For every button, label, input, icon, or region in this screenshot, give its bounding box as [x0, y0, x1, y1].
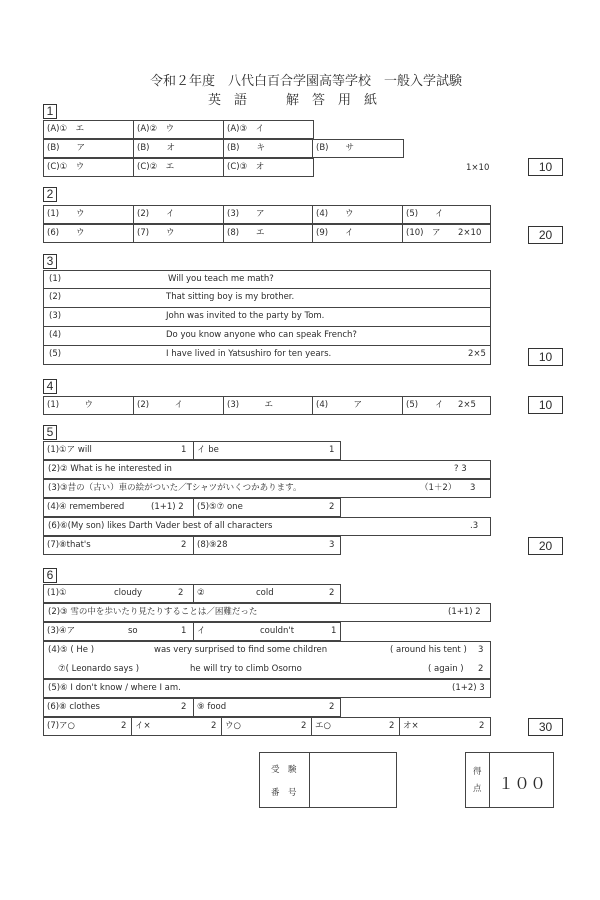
total-score-box — [465, 752, 554, 808]
points: 3 — [478, 645, 484, 655]
answer-cell — [312, 718, 400, 735]
answer-text: ( again ) — [428, 664, 464, 674]
points: 3 — [329, 540, 335, 550]
answer-cell: (A)③ イ — [227, 124, 265, 134]
score-label-line-2: 点 — [473, 784, 482, 794]
answer-text: ⑦( Leonardo says ) — [58, 664, 140, 674]
s6-row-1 — [43, 584, 341, 603]
answer-sentence: That sitting boy is my brother. — [166, 292, 295, 302]
answer-text: (10) ア — [406, 228, 441, 238]
answer-sentence: John was invited to the party by Tom. — [166, 311, 325, 321]
section-2-number: 2 — [43, 187, 57, 202]
answer-cell: (C)③ オ — [227, 162, 265, 172]
points: 2 — [181, 540, 187, 550]
points: 2 — [121, 721, 127, 731]
answer-cell — [44, 442, 194, 459]
s4-multiplier: 2×5 — [458, 400, 476, 410]
answer-cell — [403, 397, 490, 414]
points: 2 — [178, 588, 184, 598]
answer-text: エ○ — [315, 721, 331, 731]
answer-text: イ be — [197, 445, 219, 455]
section-5-number: 5 — [43, 425, 57, 440]
sheet-subtitle: 英 語 解 答 用 紙 — [208, 93, 378, 108]
s3-row — [43, 327, 491, 346]
answer-cell — [403, 225, 490, 242]
points: (1+2) 3 — [452, 683, 485, 693]
points: 1 — [181, 626, 187, 636]
s5-row-3 — [43, 479, 491, 498]
answer-cell — [194, 623, 340, 640]
answer-cell — [132, 718, 222, 735]
points: 2 — [181, 702, 187, 712]
item-number: (3) — [49, 311, 62, 321]
section-4-number: 4 — [43, 379, 57, 394]
s6-row-4 — [44, 642, 490, 661]
answer-text: (7)ア○ — [47, 721, 75, 731]
s1-row-1 — [43, 120, 314, 139]
points: 2 — [211, 721, 217, 731]
s1-row-2 — [43, 139, 404, 158]
answer-cell — [194, 585, 340, 602]
answer-cell: (8) エ — [224, 225, 313, 242]
answer-text: ( around his tent ) — [390, 645, 467, 655]
s3-multiplier: 2×5 — [468, 349, 486, 359]
section-1-number: 1 — [43, 104, 57, 119]
s3-row — [43, 346, 491, 365]
answer-cell — [400, 718, 490, 735]
points: (1+1) 2 — [151, 502, 184, 512]
answer-cell — [44, 499, 194, 516]
answer-cell — [44, 623, 194, 640]
section-3-number: 3 — [43, 254, 57, 269]
answer-cell — [222, 718, 312, 735]
answer-text: cloudy — [114, 588, 143, 598]
answer-text: (5)⑤⑦ one — [197, 502, 243, 512]
answer-text: cold — [256, 588, 274, 598]
answer-text: イ× — [135, 721, 151, 731]
answer-text: (6)⑥(My son) likes Darth Vader best of all characters — [48, 521, 273, 531]
answer-cell: (6) ウ — [44, 225, 134, 242]
s3-score-box: 10 — [528, 348, 563, 366]
answer-text: (5) イ — [406, 400, 444, 410]
points: 2 — [478, 664, 484, 674]
s4-row — [43, 396, 491, 415]
s6-row-8 — [43, 717, 491, 736]
answer-cell: (B) サ — [316, 143, 354, 153]
answer-cell: (2) イ — [134, 206, 224, 223]
points: 2 — [329, 502, 335, 512]
answer-cell: (9) イ — [313, 225, 403, 242]
answer-cell — [194, 499, 340, 516]
answer-text: (3)③昔の（古い）車の絵がついた／Tシャツがいくつかあります。 — [48, 483, 302, 493]
points: .3 — [470, 521, 479, 531]
s3-row — [43, 308, 491, 327]
s2-row-2 — [43, 224, 491, 243]
answer-text: (5)⑥ I don't know / where I am. — [48, 683, 181, 693]
s4-score-box: 10 — [528, 396, 563, 414]
answer-text: ⑨ food — [197, 702, 227, 712]
answer-sentence: Do you know anyone who can speak French? — [166, 330, 357, 340]
answer-text: (4)⑤ ( He ) — [48, 645, 95, 655]
s2-multiplier: 2×10 — [458, 228, 482, 238]
s5-row-2 — [43, 460, 491, 479]
answer-cell: (4) ウ — [313, 206, 403, 223]
s5-score-box: 20 — [528, 537, 563, 555]
answer-cell: (B) ア — [44, 140, 134, 157]
answer-text: オ× — [403, 721, 419, 731]
points: 2 — [329, 588, 335, 598]
total-score: １００ — [498, 774, 547, 793]
points: 1 — [181, 445, 187, 455]
answer-cell: (A)① エ — [44, 121, 134, 138]
s5-row-4 — [43, 498, 341, 517]
answer-cell: (A)② ウ — [134, 121, 224, 138]
answer-cell: (B) キ — [224, 140, 313, 157]
answer-label: (1)① — [47, 588, 67, 598]
s6-row-2 — [43, 603, 491, 622]
s6-row-5 — [44, 661, 490, 679]
points: 1 — [329, 445, 335, 455]
answer-cell: (B) オ — [134, 140, 224, 157]
score-label — [466, 753, 490, 807]
score-label-line-1: 得 — [473, 767, 482, 777]
item-number: (1) — [49, 274, 62, 284]
s6-row-3 — [43, 622, 341, 641]
s6-row-7 — [43, 698, 341, 717]
s3-rows — [43, 270, 491, 365]
answer-label: (3)④ア — [47, 626, 76, 636]
answer-cell: (C)② エ — [134, 159, 224, 176]
points-breakdown: （1＋2） — [420, 483, 457, 493]
points: 2 — [479, 721, 485, 731]
s1-row-3 — [43, 158, 314, 177]
answer-text: (8)⑨28 — [197, 540, 228, 550]
answer-sentence: Will you teach me math? — [168, 274, 274, 284]
answer-cell — [44, 718, 132, 735]
answer-label: イ — [197, 626, 206, 636]
s2-score-box: 20 — [528, 226, 563, 244]
answer-text: (7)⑧that's — [47, 540, 91, 550]
answer-text: (4)④ remembered — [47, 502, 125, 512]
item-number: (4) — [49, 330, 62, 340]
answer-cell — [194, 699, 340, 716]
points: (1+1) 2 — [448, 607, 481, 617]
points: 1 — [331, 626, 337, 636]
section-6-number: 6 — [43, 568, 57, 583]
s1-multiplier: 1×10 — [466, 163, 490, 173]
s3-row — [43, 270, 491, 289]
answer-text: was very surprised to find some children — [154, 645, 328, 655]
answer-cell: (5) イ — [406, 209, 444, 219]
points: ? 3 — [454, 464, 467, 474]
answer-cell — [44, 585, 194, 602]
answer-cell — [44, 699, 194, 716]
points: 2 — [301, 721, 307, 731]
answer-cell: (7) ウ — [134, 225, 224, 242]
answer-label: ② — [197, 588, 205, 598]
points: 2 — [389, 721, 395, 731]
points: 2 — [329, 702, 335, 712]
s5-row-1 — [43, 441, 341, 460]
answer-cell: (1) ウ — [44, 206, 134, 223]
item-number: (2) — [49, 292, 62, 302]
answer-cell — [44, 537, 194, 554]
answer-cell: (3) エ — [224, 397, 313, 414]
answer-text: (1)①ア will — [47, 445, 92, 455]
exam-number-box — [259, 752, 397, 808]
s6-row-6 — [43, 679, 491, 698]
s6-score-box: 30 — [528, 718, 563, 736]
s5-row-6 — [43, 536, 341, 555]
answer-cell: (1) ウ — [44, 397, 134, 414]
answer-cell: (3) ア — [224, 206, 313, 223]
s6-row-4-5 — [43, 641, 491, 679]
points: 3 — [470, 483, 476, 493]
exam-label-line-1: 受 験 — [271, 765, 297, 775]
answer-cell — [194, 442, 340, 459]
answer-sentence: I have lived in Yatsushiro for ten years. — [166, 349, 332, 359]
item-number: (5) — [49, 349, 62, 359]
exam-title: 令和２年度 八代白百合学園高等学校 一般入学試験 — [150, 74, 463, 89]
answer-text: ウ○ — [225, 721, 241, 731]
answer-text: he will try to climb Osorno — [190, 664, 302, 674]
answer-cell: (4) ア — [313, 397, 403, 414]
s3-row — [43, 289, 491, 308]
s2-row-1 — [43, 205, 491, 224]
answer-cell: (2) イ — [134, 397, 224, 414]
answer-text: (2)② What is he interested in — [48, 464, 172, 474]
s5-row-5 — [43, 517, 491, 536]
answer-text: (6)⑧ clothes — [47, 702, 100, 712]
answer-text: couldn't — [260, 626, 295, 636]
answer-cell: (C)① ウ — [44, 159, 134, 176]
answer-text: (2)③ 雪の中を歩いたり見たりすることは／困難だった — [48, 607, 258, 617]
answer-cell — [194, 537, 340, 554]
s1-score-box: 10 — [528, 158, 563, 176]
exam-label-line-2: 番 号 — [271, 788, 297, 798]
answer-text: so — [128, 626, 138, 636]
exam-number-label — [260, 753, 310, 807]
